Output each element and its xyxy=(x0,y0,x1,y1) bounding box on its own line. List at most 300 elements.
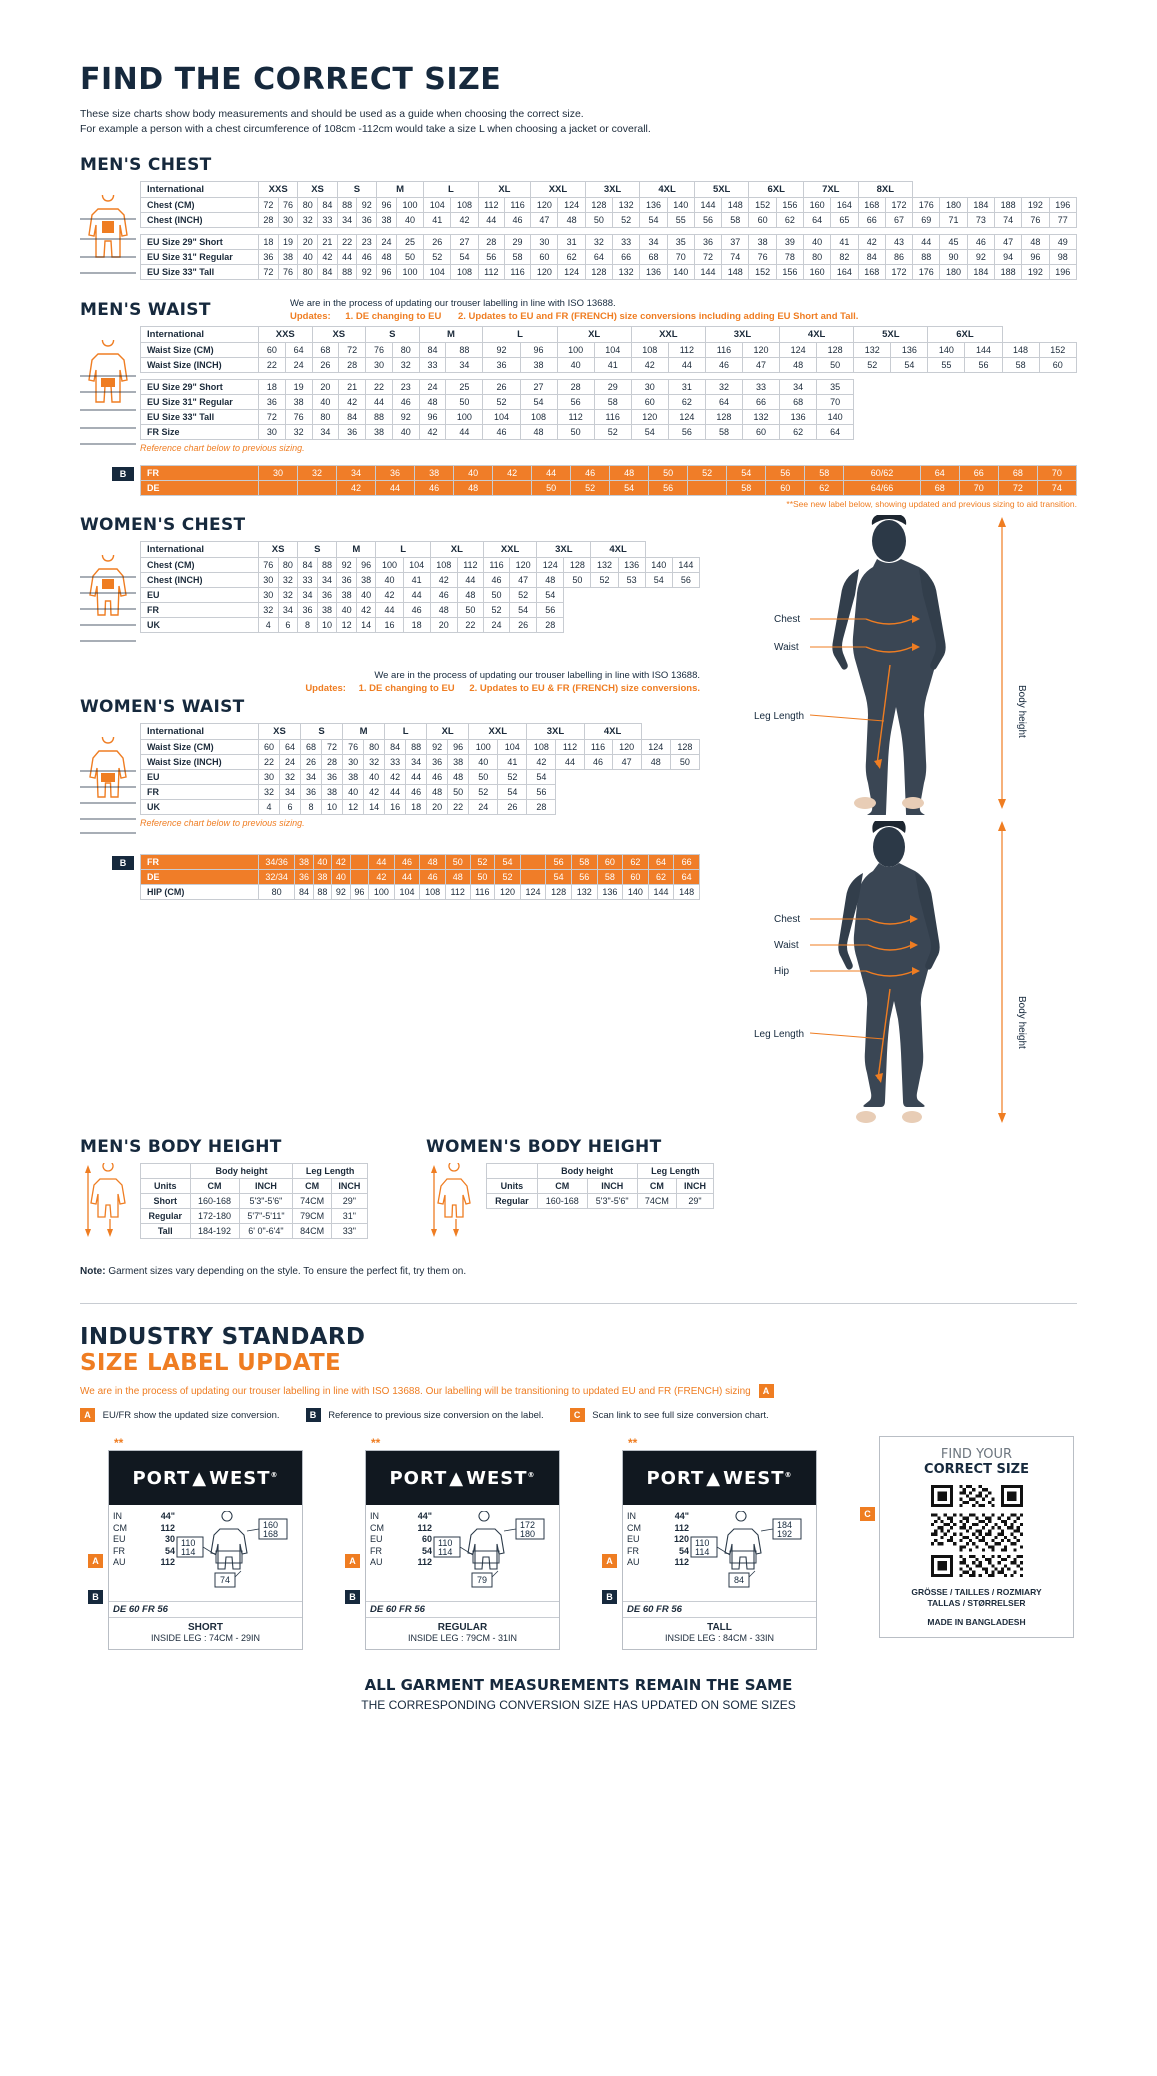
data-cell: 72 xyxy=(259,410,286,425)
data-cell: 52 xyxy=(688,466,727,481)
label-code-value: 60 xyxy=(421,1534,432,1544)
label-code-row xyxy=(627,1534,689,1546)
data-cell: 20 xyxy=(298,235,318,250)
data-cell: 60 xyxy=(742,425,779,440)
row-label: EU Size 33" Tall xyxy=(141,265,259,280)
data-cell: 40 xyxy=(376,573,403,588)
svg-text:84: 84 xyxy=(734,1575,745,1585)
data-cell: 38 xyxy=(322,785,343,800)
data-cell: 124 xyxy=(558,198,585,213)
label-code-value: 44" xyxy=(417,1511,432,1521)
data-cell: 58 xyxy=(504,250,530,265)
data-cell: 42 xyxy=(376,588,403,603)
data-cell: 100 xyxy=(369,885,395,900)
data-cell: 96 xyxy=(419,410,446,425)
data-cell: 44 xyxy=(532,466,571,481)
data-cell: 100 xyxy=(396,265,423,280)
data-cell: 100 xyxy=(557,343,594,358)
data-cell: 152 xyxy=(1039,343,1076,358)
data-cell: 176 xyxy=(913,265,940,280)
data-cell: 60 xyxy=(259,740,280,755)
section-divider xyxy=(80,1303,1077,1304)
data-cell: 84 xyxy=(295,885,313,900)
label-code-row xyxy=(627,1523,689,1535)
label-code-row xyxy=(113,1511,175,1523)
data-cell: 148 xyxy=(1002,343,1039,358)
data-cell: 120 xyxy=(742,343,779,358)
womens-body-height-block xyxy=(426,1137,716,1244)
data-cell: 56 xyxy=(478,250,504,265)
data-cell: 58 xyxy=(805,466,844,481)
data-cell: M xyxy=(377,182,424,198)
label-code-value: 112 xyxy=(674,1522,689,1533)
qr-lang-line-2: TALLAS / STØRRELSER xyxy=(927,1598,1026,1608)
data-cell: 54 xyxy=(520,395,557,410)
data-cell: XS xyxy=(312,327,366,343)
data-cell: 58 xyxy=(705,425,742,440)
data-cell: 28 xyxy=(322,755,343,770)
data-cell: 50 xyxy=(564,573,591,588)
data-cell: 132 xyxy=(571,885,597,900)
data-cell: 38 xyxy=(343,770,364,785)
bh-group-row xyxy=(487,1164,714,1179)
data-cell: 41 xyxy=(831,235,858,250)
table-row xyxy=(141,855,700,870)
male-body-height-label: Body height xyxy=(1016,685,1027,738)
data-cell: 65 xyxy=(831,213,858,228)
data-cell: 18 xyxy=(259,235,279,250)
data-cell: Leg Length xyxy=(637,1164,713,1179)
data-cell: 30 xyxy=(259,466,298,481)
data-cell: 50 xyxy=(483,588,509,603)
label-code-key: EU xyxy=(627,1534,640,1544)
data-cell: 28 xyxy=(478,235,504,250)
label-code-key: IN xyxy=(370,1511,379,1521)
data-cell: XL xyxy=(478,182,531,198)
table-row xyxy=(141,588,700,603)
data-cell: 36 xyxy=(357,213,377,228)
tag-c-side: C xyxy=(860,1507,875,1521)
data-cell: 76 xyxy=(285,410,312,425)
row-label: UK xyxy=(141,800,259,815)
data-cell: 30 xyxy=(366,358,393,373)
data-cell: 53 xyxy=(618,573,645,588)
data-cell: 50 xyxy=(470,870,495,885)
data-cell: 41 xyxy=(498,755,527,770)
data-cell: 56 xyxy=(668,425,705,440)
label-previous-sizing: DE 60 FR 56 xyxy=(109,1601,302,1617)
data-cell: 62 xyxy=(776,213,803,228)
qr-title-1: FIND YOUR xyxy=(940,1447,1013,1462)
data-cell: 120 xyxy=(531,265,558,280)
data-cell: 28 xyxy=(259,213,279,228)
data-cell: 48 xyxy=(1022,235,1049,250)
data-cell: 30 xyxy=(259,573,279,588)
data-cell: Units xyxy=(487,1179,538,1194)
data-cell: 54 xyxy=(510,603,537,618)
data-cell: 26 xyxy=(424,235,451,250)
label-code-key: IN xyxy=(113,1511,122,1521)
data-cell: 39 xyxy=(776,235,803,250)
data-cell: 38 xyxy=(356,573,376,588)
data-cell: 48 xyxy=(537,573,564,588)
label-figure xyxy=(432,1511,555,1599)
data-cell: 64 xyxy=(585,250,612,265)
data-cell: INCH xyxy=(677,1179,714,1194)
label-inside-leg: INSIDE LEG : 84CM - 33IN xyxy=(664,1633,775,1643)
data-cell: 128 xyxy=(817,343,854,358)
label-code-row xyxy=(627,1557,689,1569)
data-cell: 92 xyxy=(332,885,350,900)
data-cell: 44 xyxy=(406,770,427,785)
data-cell: Regular xyxy=(141,1209,191,1224)
female-callout-chest: Chest xyxy=(774,914,801,925)
data-cell: 136 xyxy=(891,343,928,358)
data-cell: 27 xyxy=(520,380,557,395)
data-cell: 180 xyxy=(940,265,967,280)
data-cell: 72 xyxy=(339,343,366,358)
updates-label: Updates: xyxy=(290,311,331,322)
data-cell: 56 xyxy=(571,870,597,885)
data-cell: 33" xyxy=(331,1224,367,1239)
data-cell: 46 xyxy=(584,755,612,770)
data-cell: 116 xyxy=(584,740,612,755)
data-cell: 4XL xyxy=(640,182,695,198)
data-cell: 148 xyxy=(722,198,749,213)
data-cell: CM xyxy=(537,1179,587,1194)
legend-text-c: Scan link to see full size conversion chart. xyxy=(592,1410,769,1421)
data-cell: 44 xyxy=(457,573,483,588)
data-cell: 48 xyxy=(520,425,557,440)
table-row xyxy=(141,343,1077,358)
data-cell: 42 xyxy=(337,481,376,496)
data-cell: 5XL xyxy=(854,327,928,343)
data-cell: 124 xyxy=(520,885,546,900)
row-label: Waist Size (CM) xyxy=(141,740,259,755)
data-cell: 108 xyxy=(631,343,668,358)
label-box xyxy=(108,1450,303,1650)
legend-item-c xyxy=(570,1408,769,1422)
qr-code-icon[interactable] xyxy=(931,1485,1023,1577)
data-cell: 62 xyxy=(668,395,705,410)
data-cell: 56 xyxy=(649,481,688,496)
data-cell: 144 xyxy=(672,558,699,573)
data-cell: 60 xyxy=(623,870,649,885)
data-cell: 74 xyxy=(722,250,749,265)
label-code-row xyxy=(370,1511,432,1523)
data-cell: 32 xyxy=(585,235,612,250)
data-cell: 128 xyxy=(585,265,612,280)
data-cell: INCH xyxy=(331,1179,367,1194)
data-cell: 54 xyxy=(645,573,672,588)
svg-text:110: 110 xyxy=(438,1538,453,1548)
data-cell: 35 xyxy=(667,235,694,250)
data-cell: 36 xyxy=(322,770,343,785)
data-cell: 55 xyxy=(667,213,694,228)
data-cell: 30 xyxy=(531,235,558,250)
row-label: Waist Size (INCH) xyxy=(141,755,259,770)
mens-chest-body xyxy=(141,182,1077,280)
qr-languages xyxy=(888,1587,1065,1609)
data-cell: 60/62 xyxy=(844,466,921,481)
womens-and-figures xyxy=(80,515,1077,1131)
data-cell: 38 xyxy=(520,358,557,373)
data-cell: 34 xyxy=(337,466,376,481)
data-cell: CM xyxy=(293,1179,331,1194)
data-cell: 3XL xyxy=(527,724,584,740)
data-cell: 132 xyxy=(854,343,891,358)
data-cell: 38 xyxy=(337,588,357,603)
data-cell: 24 xyxy=(483,618,509,633)
female-mannequin-block xyxy=(714,821,1077,1131)
label-fit: TALL xyxy=(707,1622,732,1633)
table-row xyxy=(141,755,700,770)
data-cell: 56 xyxy=(694,213,721,228)
row-label: FR xyxy=(141,466,259,481)
data-cell: 26 xyxy=(510,618,537,633)
table-row xyxy=(141,198,1077,213)
mens-body-height-block xyxy=(80,1137,370,1244)
data-cell: 48 xyxy=(420,855,446,870)
womens-waist-notice: We are in the process of updating our trouser labelling in line with ISO 13688. xyxy=(374,670,700,681)
label-code-key: EU xyxy=(370,1534,383,1544)
data-cell: 50 xyxy=(446,395,483,410)
data-cell: 38 xyxy=(749,235,776,250)
row-label: EU Size 33" Tall xyxy=(141,410,259,425)
data-cell: 34 xyxy=(301,770,322,785)
data-cell: 168 xyxy=(858,265,885,280)
data-cell: 74 xyxy=(994,213,1021,228)
data-cell: 96 xyxy=(520,343,557,358)
table-row xyxy=(141,770,700,785)
data-cell: 44 xyxy=(394,870,420,885)
data-cell: 44 xyxy=(403,588,430,603)
label-stars: ** xyxy=(628,1436,638,1450)
data-cell xyxy=(520,855,546,870)
womens-waist-section xyxy=(80,670,700,900)
female-callout-hip: Hip xyxy=(774,966,790,977)
data-cell: 46 xyxy=(357,250,377,265)
data-cell: 20 xyxy=(430,618,457,633)
data-cell: 48 xyxy=(430,603,457,618)
data-cell: 152 xyxy=(749,265,776,280)
data-cell: 32 xyxy=(392,358,419,373)
data-cell: Body height xyxy=(190,1164,293,1179)
data-cell: 36 xyxy=(301,785,322,800)
data-cell: 50 xyxy=(585,213,612,228)
data-cell: 40 xyxy=(392,425,419,440)
table-row xyxy=(141,466,1077,481)
label-box xyxy=(622,1450,817,1650)
row-label: UK xyxy=(141,618,259,633)
data-cell: 10 xyxy=(317,618,337,633)
data-cell: 52 xyxy=(483,603,509,618)
svg-text:184: 184 xyxy=(777,1520,793,1530)
data-cell: 80 xyxy=(298,198,318,213)
svg-text:79: 79 xyxy=(477,1575,488,1585)
row-label: EU xyxy=(141,770,259,785)
data-cell: XL xyxy=(557,327,631,343)
data-cell: 40 xyxy=(313,855,331,870)
data-cell: 46 xyxy=(483,573,509,588)
svg-text:110: 110 xyxy=(181,1538,196,1548)
data-cell: 164 xyxy=(831,198,858,213)
mens-chest-table xyxy=(140,181,1077,280)
label-code-row xyxy=(627,1511,689,1523)
data-cell: 41 xyxy=(594,358,631,373)
data-cell: 46 xyxy=(967,235,994,250)
data-cell: 90 xyxy=(940,250,967,265)
data-cell: 34 xyxy=(337,213,357,228)
data-cell: 36 xyxy=(339,425,366,440)
data-cell: 70 xyxy=(959,481,998,496)
industry-title-2: SIZE LABEL UPDATE xyxy=(80,1350,342,1376)
data-cell: 77 xyxy=(1049,213,1076,228)
data-cell: 5'7"-5'11" xyxy=(239,1209,293,1224)
data-cell: 168 xyxy=(858,198,885,213)
svg-text:160: 160 xyxy=(263,1520,279,1530)
data-cell: 80 xyxy=(392,343,419,358)
brand-name: PORT ▲ WEST® xyxy=(646,1467,793,1489)
data-cell: 36 xyxy=(259,395,286,410)
row-label: Waist Size (CM) xyxy=(141,343,259,358)
brand-banner xyxy=(109,1451,302,1505)
data-cell: 54 xyxy=(527,770,556,785)
data-cell: 196 xyxy=(1049,265,1076,280)
data-cell: 32 xyxy=(259,785,280,800)
data-cell: 52 xyxy=(483,395,520,410)
label-size-codes xyxy=(627,1511,689,1599)
data-cell: 69 xyxy=(913,213,940,228)
row-label: Chest (INCH) xyxy=(141,213,259,228)
data-cell: S xyxy=(337,182,376,198)
label-code-value: 112 xyxy=(674,1557,689,1567)
data-cell: 140 xyxy=(667,198,694,213)
data-cell: 70 xyxy=(817,395,854,410)
data-cell: Tall xyxy=(141,1224,191,1239)
data-cell: 48 xyxy=(427,785,448,800)
data-cell: 92 xyxy=(483,343,520,358)
data-cell: 116 xyxy=(470,885,495,900)
row-label: International xyxy=(141,182,259,198)
table-header-row xyxy=(141,327,1077,343)
data-cell: 76 xyxy=(259,558,279,573)
data-cell: 36 xyxy=(259,250,279,265)
data-cell: 136 xyxy=(640,265,667,280)
data-cell: 84 xyxy=(298,558,318,573)
data-cell: Units xyxy=(141,1179,191,1194)
data-cell: 48 xyxy=(445,870,470,885)
womens-chest-section xyxy=(80,515,700,664)
data-cell: 54 xyxy=(631,425,668,440)
svg-text:172: 172 xyxy=(520,1520,536,1530)
industry-standard-section xyxy=(80,1324,1077,1712)
data-cell: 24 xyxy=(285,358,312,373)
data-cell: 34/36 xyxy=(259,855,295,870)
male-mannequin-illustration xyxy=(714,515,1044,815)
data-cell: 172 xyxy=(885,198,912,213)
data-cell: 42 xyxy=(527,755,556,770)
data-cell: 54 xyxy=(891,358,928,373)
data-cell: 26 xyxy=(301,755,322,770)
data-cell: 36 xyxy=(337,573,357,588)
label-code-row xyxy=(370,1523,432,1535)
data-cell: 128 xyxy=(585,198,612,213)
svg-text:114: 114 xyxy=(438,1547,453,1557)
data-cell: 4 xyxy=(259,800,280,815)
mountain-logo-icon: ▲ xyxy=(706,1467,722,1489)
data-cell: 68 xyxy=(780,395,817,410)
table-row xyxy=(141,265,1077,280)
data-cell: 44 xyxy=(446,425,483,440)
data-cell: 14 xyxy=(356,618,376,633)
data-cell: 64 xyxy=(804,213,831,228)
data-cell: 34 xyxy=(298,588,318,603)
row-label: International xyxy=(141,327,259,343)
data-cell: 88 xyxy=(337,265,357,280)
legend-item-b xyxy=(306,1408,544,1422)
data-cell: 144 xyxy=(648,885,674,900)
data-cell: S xyxy=(301,724,343,740)
table-row xyxy=(141,800,700,815)
data-cell xyxy=(487,1164,538,1179)
data-cell: 160 xyxy=(804,198,831,213)
data-cell: XL xyxy=(430,542,483,558)
data-cell: M xyxy=(419,327,483,343)
data-cell: 56 xyxy=(537,603,564,618)
data-cell: 19 xyxy=(285,380,312,395)
mens-chest-section xyxy=(80,155,1077,292)
table-spacer-row xyxy=(141,373,1077,380)
data-cell: 152 xyxy=(749,198,776,213)
data-cell: INCH xyxy=(587,1179,637,1194)
womens-chest-title: WOMEN'S CHEST xyxy=(80,515,246,535)
data-cell: 79CM xyxy=(293,1209,331,1224)
female-torso-figure xyxy=(80,541,140,664)
data-cell: 3XL xyxy=(537,542,591,558)
data-cell: 35 xyxy=(817,380,854,395)
data-cell: 66 xyxy=(613,250,640,265)
data-cell: 46 xyxy=(394,855,420,870)
mens-waist-legacy-body xyxy=(141,466,1077,496)
data-cell: 32 xyxy=(285,425,312,440)
data-cell: 192 xyxy=(1022,265,1049,280)
label-fit: REGULAR xyxy=(437,1622,488,1633)
data-cell: 112 xyxy=(445,885,470,900)
qr-lang-line-1: GRÖSSE / TAILLES / ROZMIARY xyxy=(911,1587,1042,1597)
mens-waist-body xyxy=(141,327,1077,440)
data-cell: M xyxy=(337,542,376,558)
data-cell: 32 xyxy=(298,466,337,481)
data-cell: 64 xyxy=(920,466,959,481)
womens-waist-updates xyxy=(80,683,700,694)
data-cell: 68 xyxy=(998,466,1037,481)
data-cell: 33 xyxy=(385,755,406,770)
data-cell xyxy=(259,481,298,496)
label-body xyxy=(623,1505,816,1601)
data-cell: 32 xyxy=(259,603,279,618)
data-cell: 40 xyxy=(557,358,594,373)
data-cell: 108 xyxy=(451,198,478,213)
data-cell: 58 xyxy=(1002,358,1039,373)
female-body-height-label: Body height xyxy=(1016,996,1027,1049)
data-cell: 132 xyxy=(742,410,779,425)
garment-note xyxy=(80,1266,1077,1277)
data-cell: 40 xyxy=(804,235,831,250)
data-cell: 72 xyxy=(322,740,343,755)
row-label: EU Size 29" Short xyxy=(141,380,259,395)
data-cell: 88 xyxy=(913,250,940,265)
